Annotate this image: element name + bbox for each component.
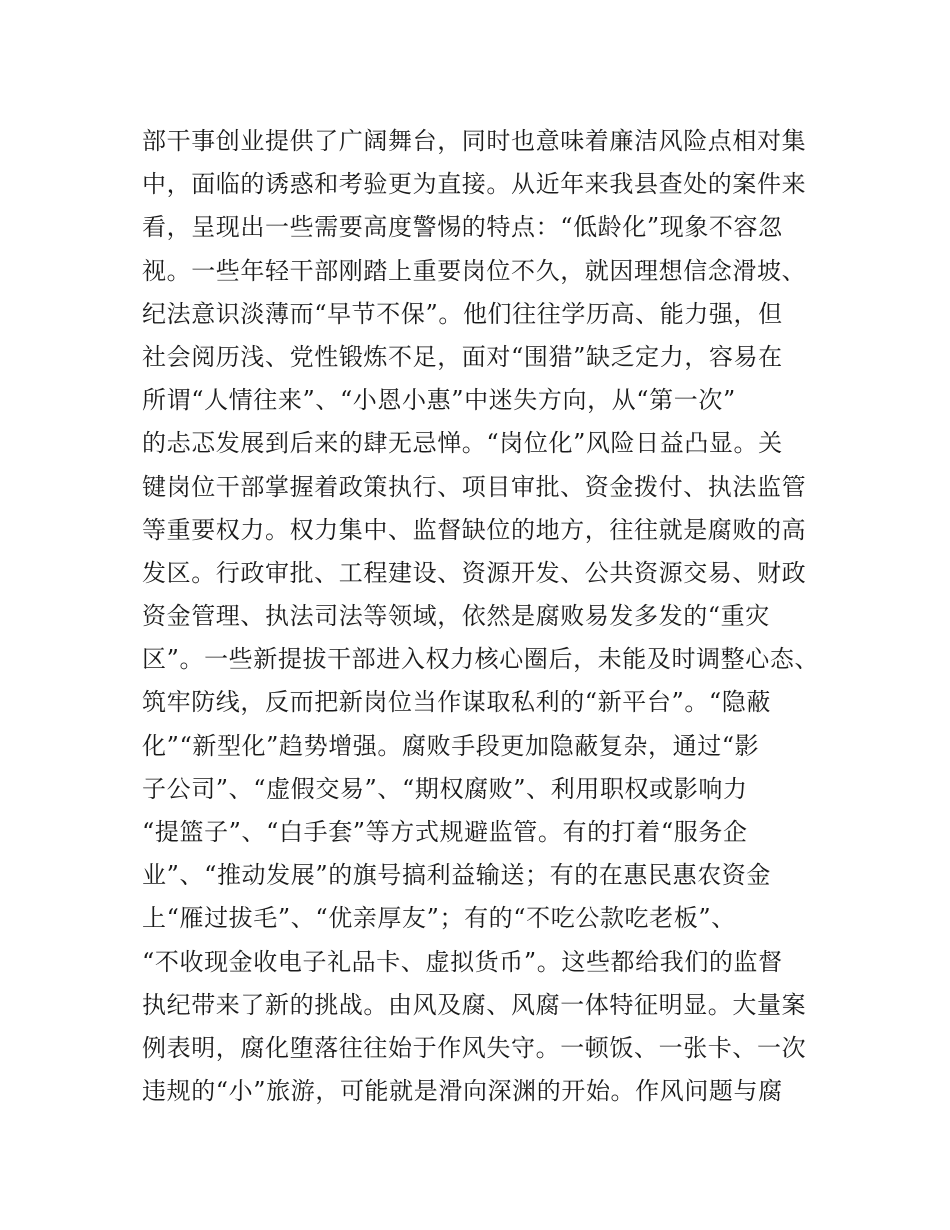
text-line: “提篮子”、“白手套”等方式规避监管。有的打着“服务企 (142, 818, 748, 846)
text-line: 发区。行政审批、工程建设、资源开发、公共资源交易、财政 (142, 558, 807, 587)
text-line: 所谓“人情往来”、“小恩小惠”中迷失方向，从“第一次” (142, 386, 736, 415)
body-paragraph (142, 120, 822, 1113)
text-line: 例表明，腐化堕落往往始于作风失守。一顿饭、一张卡、一次 (142, 1033, 807, 1062)
text-line: 业”、“推动发展”的旗号搞利益输送；有的在惠民惠农资金 (142, 861, 772, 890)
text-line: 资金管理、执法司法等领域，依然是腐败易发多发的“重灾 (142, 602, 770, 631)
text-line: 违规的“小”旅游，可能就是滑向深渊的开始。作风问题与腐 (142, 1077, 783, 1106)
text-line: 区”。一些新提拔干部进入权力核心圈后，未能及时调整心态、 (142, 645, 820, 674)
text-line: “不收现金收电子礼品卡、虚拟货币”。这些都给我们的监督 (142, 947, 783, 976)
text-line: 等重要权力。权力集中、监督缺位的地方，往往就是腐败的高 (142, 515, 807, 544)
text-line: 化”“新型化”趋势增强。腐败手段更加隐蔽复杂，通过“影 (142, 731, 760, 760)
text-line: 中，面临的诱惑和考验更为直接。从近年来我县查处的案件来 (142, 170, 807, 199)
text-line: 的忐忑发展到后来的肆无忌惮。“岗位化”风险日益凸显。关 (142, 429, 783, 458)
text-line: 纪法意识淡薄而“早节不保”。他们往往学历高、能力强，但 (142, 299, 783, 328)
text-line: 部干事创业提供了广阔舞台，同时也意味着廉洁风险点相对集 (142, 127, 807, 155)
text-line: 键岗位干部掌握着政策执行、项目审批、资金拨付、执法监管 (142, 472, 807, 501)
text-line: 子公司”、“虚假交易”、“期权腐败”、利用职权或影响力 (142, 774, 748, 803)
text-line: 视。一些年轻干部刚踏上重要岗位不久，就因理想信念滑坡、 (142, 256, 807, 285)
text-line: 看，呈现出一些需要高度警惕的特点：“低龄化”现象不容忽 (142, 213, 783, 242)
text-line: 筑牢防线，反而把新岗位当作谋取私利的“新平台”。“隐蔽 (142, 688, 772, 717)
text-line: 社会阅历浅、党性锻炼不足，面对“围猎”缺乏定力，容易在 (142, 342, 783, 371)
text-line: 上“雁过拔毛”、“优亲厚友”；有的“不吃公款吃老板”、 (142, 904, 736, 933)
text-line: 执纪带来了新的挑战。由风及腐、风腐一体特征明显。大量案 (142, 990, 807, 1019)
